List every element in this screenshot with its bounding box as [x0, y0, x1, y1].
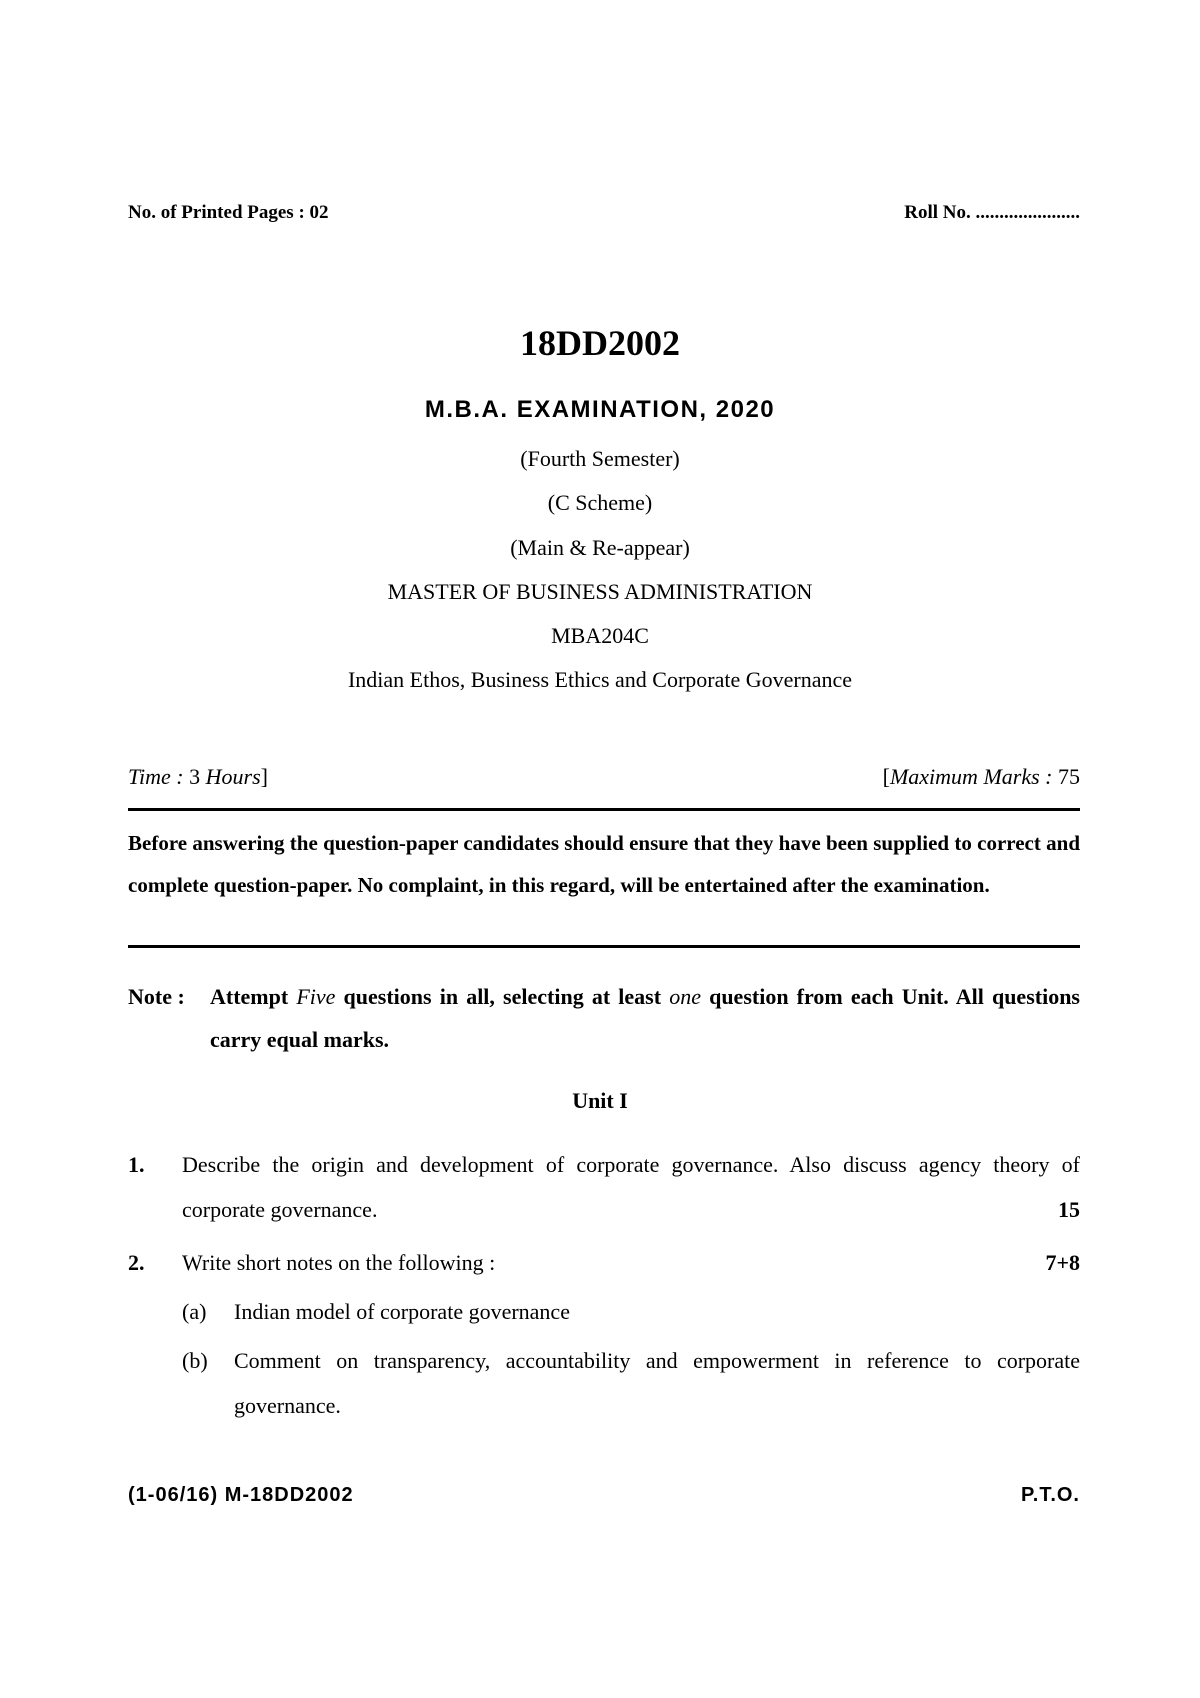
top-header	[128, 202, 1080, 224]
instructions: Before answering the question-paper candidates should ensure that they have been supplied to correct and complete question-paper. No complaint, in this regard, will be entertained after the examination.	[128, 831, 1080, 897]
course-title: Indian Ethos, Business Ethics and Corporate Governance	[347, 667, 853, 692]
question-marks: 15	[1058, 1197, 1080, 1222]
question-marks: 7+8	[1045, 1250, 1080, 1275]
divider-top	[128, 808, 1080, 811]
maximum-marks: [Maximum Marks : 75	[882, 764, 1080, 789]
note	[128, 975, 1080, 1061]
sub-question-a	[182, 1289, 1080, 1334]
semester: (Fourth Semester)	[520, 446, 680, 471]
question-number: 1.	[128, 1152, 145, 1177]
question-1	[128, 1142, 1080, 1232]
roll-number: Roll No. ......................	[904, 202, 1080, 223]
pto: P.T.O.	[1021, 1484, 1080, 1506]
question-text: Write short notes on the following : 7+8	[182, 1240, 1080, 1285]
exam-type: (Main & Re-appear)	[510, 535, 690, 560]
time-marks-row	[128, 764, 1080, 790]
sub-text: Comment on transparency, accountability and empowerment in reference to corporate governance.	[234, 1348, 1080, 1418]
unit-heading: Unit I	[572, 1088, 628, 1113]
question-text: Describe the origin and development of corporate governance. Also discuss agency theory of corporate governance. 15	[182, 1142, 1080, 1232]
note-label: Note :	[128, 984, 185, 1009]
note-text: Attempt Five questions in all, selecting at least one question from each Unit. All questions carry equal marks.	[210, 984, 1080, 1052]
program-name: MASTER OF BUSINESS ADMINISTRATION	[387, 579, 813, 604]
scheme: (C Scheme)	[547, 490, 653, 515]
time-allowed: Time : 3 Hours]	[128, 764, 268, 789]
sub-question-b	[182, 1338, 1080, 1428]
divider-bottom	[128, 945, 1080, 948]
printed-pages: No. of Printed Pages : 02	[128, 202, 329, 223]
paper-code: 18DD2002	[520, 323, 680, 363]
sub-label: (b)	[182, 1348, 208, 1373]
course-code: MBA204C	[551, 623, 649, 648]
page-footer	[128, 1484, 1080, 1507]
question-2	[128, 1240, 1080, 1285]
sub-text: Indian model of corporate governance	[234, 1299, 570, 1324]
exam-title: M.B.A. EXAMINATION, 2020	[424, 396, 776, 423]
footer-code: (1-06/16) M-18DD2002	[128, 1484, 354, 1506]
sub-label: (a)	[182, 1299, 207, 1324]
question-number: 2.	[128, 1250, 145, 1275]
